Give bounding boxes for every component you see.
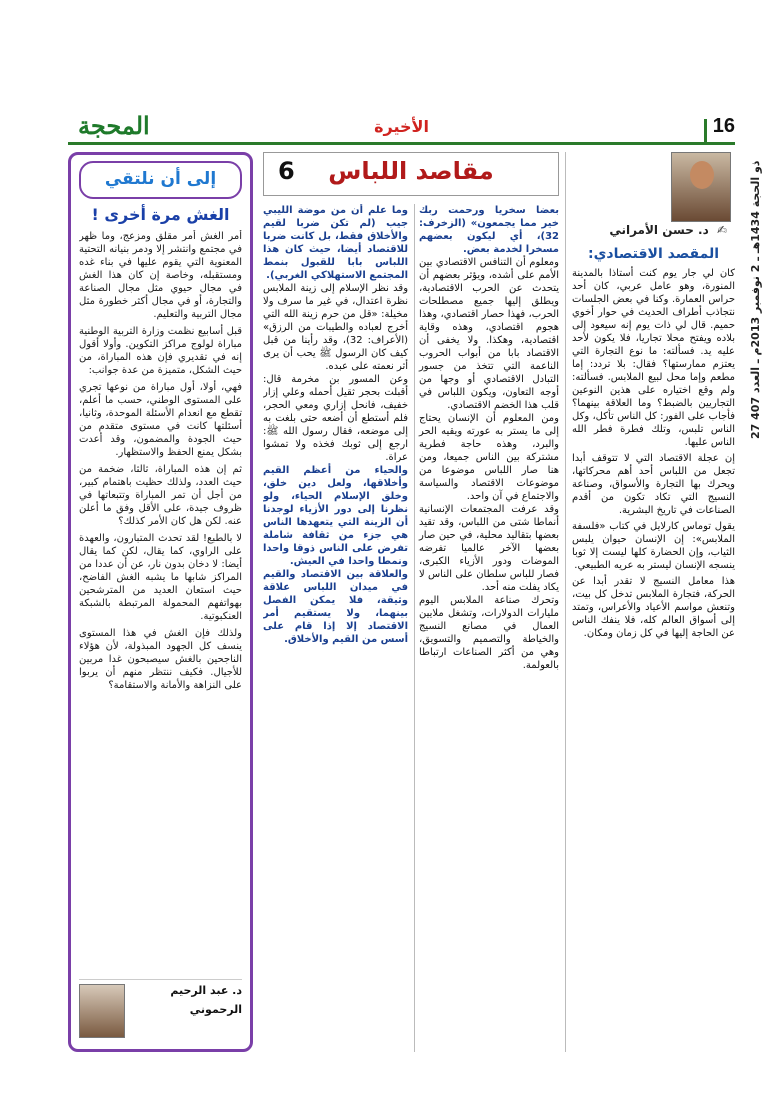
- paragraph: هذا معامل النسيج لا تقدر أبدا عن الحركة، فتجارة الملابس تدخل كل بيت، وتنعش مواسم الأعياد والأعراس، وتمتد إلى أسواق العالم كله، فلا ينفك الناس عن الحاجة إليها في كل زمان ومكان.: [572, 576, 735, 639]
- headline-number: 6: [278, 157, 298, 185]
- article-column-right: [414, 204, 559, 1052]
- box-body: [79, 230, 242, 990]
- box-author-name: د. عبد الرحيم: [170, 984, 242, 997]
- paragraph: كان لي جار يوم كنت أستاذا بالمدينة المنورة، وهو عامل عربي، كان أحد حراس العمارة. وكنا في بعض الجلسات نتجاذب أطراف الحديث في حوار أخوي حميم. قال لي ذات يوم إنه سيعود إلى بلاده ويفتح محلا تجاريا، فلا يكون لأحد عليه يد. فسألته: ما نوع التجارة التي يعتزم ممارستها؟ فقال: بلا تردد: إما مطعم وإما محل لبيع الملابس. فسألته: ولم وقع اختياره على هذين النوعين التجاريين بالضبط؟ وما العلاقة بينهما؟ فأجاب على الفور: كل الناس تأكل، وكل الناس تلبس، وتلك فطرة فطر الله الناس عليها.: [572, 268, 735, 448]
- pen-icon: ✍: [716, 223, 727, 237]
- opinion-box: [68, 152, 253, 1052]
- issue-date-line: 27 ذو الحجة 1434هـ ـ 2 نوفمبر 2013م ـ العدد 407: [749, 160, 762, 440]
- page-header: [68, 111, 735, 145]
- issue-sidebar: [741, 90, 765, 1050]
- page-number: 16: [712, 115, 735, 137]
- page-content: [68, 152, 735, 1052]
- paragraph: بعضا سخريا ورحمت ربك خير مما يجمعون» (الزخرف: 32)، أي ليكون بعضهم مسخرا لخدمة بعض.: [418, 205, 559, 255]
- paragraph: وتحرك صناعة الملابس اليوم مليارات الدولارات، وتشغل ملايين العمال في مصانع النسيج والخياطة والتصميم والتسويق، وهي من أكثر الصناعات ارتباطا بالعولمة.: [418, 595, 559, 671]
- box-author-surname: الرحموني: [189, 1003, 242, 1016]
- column-author: [565, 152, 735, 1052]
- section-title: الأخيرة: [374, 117, 429, 136]
- paragraph: والعلاقة بين الاقتصاد والقيم في ميدان اللباس علاقة وثيقة، فلا يمكن الفصل بينهما، ولا يستقيم أمر الاقتصاد إلا إذا قام على أسس من القيم والأخلاق.: [263, 569, 409, 645]
- paragraph: وما علم أن من موضة الليبي جيب (لم تكن ضربا لقيم والأخلاق فقط، بل كانت ضربا للاقتصاد أيضا، حيث كان هذا اللباس بابا للقبول بنمط المجتمع الاستهلاكي الغربي).: [263, 205, 409, 281]
- column-subtitle: المقصد الاقتصادي:: [587, 246, 720, 262]
- paragraph: ومعلوم أن التنافس الاقتصادي بين الأمم على أشده، ويؤثر بعضهم أن يتحدث عن الحرب الاقتصادية، ويطلق إليها جميع مصطلحات الحرب، فهذا حصار اقتصادي، وهذا هجوم اقتصادي، وهذه وقاية اقتصادية، وهكذا. ولا يخفى أن الاقتصاد بابا من أبواب الحروب الناعمة التي تتخذ من جسور التبادل الاقتصادي أو وجها من أوجه التعاون، ويكون اللباس في قلب هذا الخضم الاقتصادي.: [418, 257, 559, 411]
- article-column-left: [263, 204, 408, 1052]
- paragraph: وقد عرفت المجتمعات الإنسانية أنماطا شتى من اللباس، وقد تقيد بعضها بتقاليد محلية، في حين صار بعضها الآخر عالميا تفرضه الموضات ودور الأزياء الكبرى، فصار للباس سلطان على الناس لا يكاد يفلت منه أحد.: [418, 504, 559, 593]
- headline-text: مقاصد اللباس: [328, 157, 494, 185]
- box-title: الغش مرة أخرى !: [91, 205, 230, 224]
- paragraph: ولذلك فإن الغش في هذا المستوى ينسف كل الجهود المبذولة، لأن هؤلاء الناجحين بالغش سيصبحون غدا مربين للأجيال. فكيف ننتظر منهم أن يربوا على النزاهة والأمانة والاستقامة؟: [79, 628, 242, 691]
- paragraph: وعن المسور بن مخرمة قال: أقبلت بحجر ثقيل أحمله وعلي إزار خفيف، فانحل إزاري ومعي الحجر، فلم أستطع أن أضعه حتى بلغت به إلى موضعه، فقال رسول الله ﷺ: ارجع إلى ثوبك فخذه ولا تمشوا عراة.: [263, 374, 409, 463]
- author-photo: [671, 152, 731, 222]
- box-author-photo: [79, 984, 125, 1038]
- paragraph: إن عجلة الاقتصاد التي لا تتوقف أبدا تجعل من اللباس أحد أهم محركاتها، ويحرك بها التجارة والأسواق، وصناعة النسيج التي تكاد تكون من أقدم الصناعات في تاريخ البشرية.: [572, 453, 735, 516]
- paragraph: والحياء من أعظم القيم وأخلاقها، ولعل دين خلق، وخلق الإسلام الحياء، ولو نظرنا إلى دور الأزياء لوجدنا أن الزينة التي يتعهدها الناس هي جزء من ثقافة شاملة تفرض على الناس ذوقا واحدا ونمطا واحدا في العيش.: [263, 465, 409, 567]
- page-number-bar: [704, 119, 707, 143]
- author-name: د. حسن الأمراني: [609, 223, 709, 237]
- newspaper-logo: المحجة: [78, 111, 150, 140]
- author-box: [572, 152, 735, 242]
- article-headline: [263, 152, 559, 196]
- main-article: [263, 152, 559, 1052]
- column-badge: إلى أن نلتقي: [79, 161, 242, 199]
- paragraph: ثم إن هذه المباراة، ثالثا، ضخمة من حيث العدد، ولذلك حظيت باهتمام كبير، من أجل أن تمر المباراة وتتبعاتها في ظروف جيدة، على الأقل وفق ما أعلن عنه. لكن هل كان الأمر كذلك؟: [79, 464, 242, 527]
- paragraph: ومن المعلوم أن الإنسان يحتاج إلى ما يستر به عورته ويقيه الحر والبرد، وهذه حاجة فطرية مشتركة بين الناس جميعا، ومن هنا صار اللباس موضوعا من موضوعات الاقتصاد والسياسة والاجتماع في آن واحد.: [418, 413, 559, 502]
- paragraph: قبل أسابيع نظمت وزارة التربية الوطنية مباراة لولوج مراكز التكوين. وأولا أقول إنه في تقديري فإن هذه المباراة، من حيث الشكل، متميزة من عدة جوانب:: [79, 326, 242, 376]
- paragraph: أمر الغش أمر مقلق ومزعج، وما ظهر في مجتمع وانتشر إلا ودمر بنيانه التحتية المعنوية التي يقوم عليها في بناء غده ومستقبله، وخاصة إن كان هذا الغش في مجال حيوي مثل مجال الصناعة والتجارة، أو في مجال أكثر خطورة مثل مجال التربية والتعليم.: [79, 231, 242, 320]
- paragraph: فهي، أولا، أول مباراة من نوعها تجري على المستوى الوطني، حسب ما أعلم، تقطع مع انعدام الأسئلة الموحدة، وثانيا، أسئلتها كانت في مستوى متقدم من حيث الجودة والمضمون، وقد أعدت بشكل يمنع الحفظ والاستظهار.: [79, 382, 242, 458]
- paragraph: لا بالطبع! لقد تحدث المتبارون، والعهدة على الراوي، كما يقال، لكن كما يقال أيضا: لا دخان بدون نار، عن أن عددا من المراكز شابها ما يشبه الغش الفاضح، حيث استعان العديد من المترشحين بهواتفهم المحمولة المرتبطة بالشبكة العنكبوتية.: [79, 533, 242, 622]
- box-author: [79, 979, 242, 1041]
- paragraph: وقد نظر الإسلام إلى زينة الملابس نظرة اعتدال، في غير ما سرف ولا مخيلة: «قل من حرم زينة الله التي أخرج لعباده والطيبات من الرزق» (الأعراف: 32)، وقد رأينا من قبل كيف كان الرسول ﷺ يحب أن يرى أثر نعمته على عبده.: [263, 283, 409, 372]
- paragraph: يقول توماس كارلايل في كتاب «فلسفة الملابس»: إن الإنسان حيوان يلبس الثياب، وإن الحضارة كلها ليست إلا ثوبا ينسجه الإنسان ليستر به عريه الطبيعي.: [572, 521, 735, 571]
